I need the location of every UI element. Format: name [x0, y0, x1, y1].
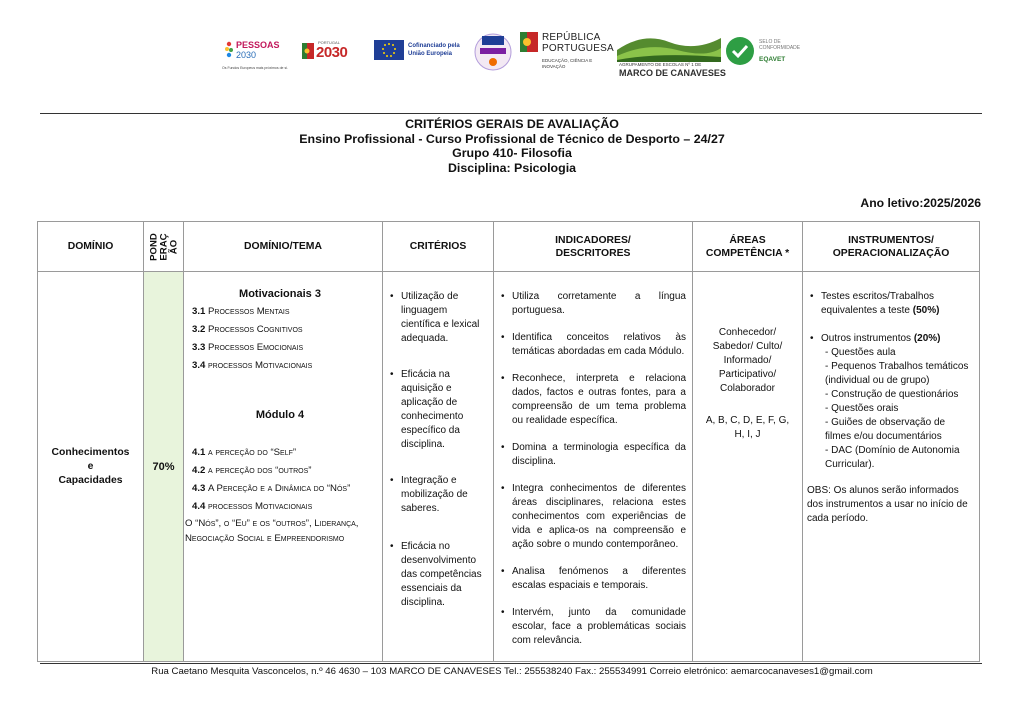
tema-heading-2: Módulo 4 — [255, 409, 305, 421]
hills-icon — [617, 30, 721, 62]
indicador-item: • Utiliza corretamente a língua portuguesa. — [498, 290, 686, 318]
col-tema: DOMÍNIO/TEMA — [184, 222, 383, 272]
pessoas-2030-logo — [222, 38, 286, 74]
col-instrumentos — [803, 222, 980, 272]
criterio-item: • Eficácia na aquisição e aplicação de conhecimento específico da disciplina. — [387, 368, 489, 452]
instrumento-subitem: - DAC (Domínio de Autonomia Curricular). — [825, 445, 960, 470]
instrumento-subitem: - Pequenos Trabalhos temáticos (individual ou de grupo) — [825, 361, 969, 386]
checkmark-seal-icon — [725, 36, 755, 66]
col-indicadores-line1: INDICADORES/ — [555, 234, 631, 246]
areas-list-1: A, B, C, D, E, F, G, — [705, 415, 790, 426]
document-title: CRITÉRIOS GERAIS DE AVALIAÇÃO — [405, 117, 619, 131]
indicador-item: • Intervém, junto da comunidade escolar, face a problemáticas sociais com relevância. — [498, 606, 686, 648]
instrumentos-obs: OBS: Os alunos serão informados dos instrumentos a usar no início de cada período. — [807, 485, 968, 524]
criterios-cell — [383, 272, 494, 662]
dominio-line1: Conhecimentos — [51, 446, 130, 458]
criterio-item: • Utilização de linguagem científica e lexical adequada. — [387, 290, 489, 346]
indicador-item: • Identifica conceitos relativos às temáticas abordadas em cada Módulo. — [498, 331, 686, 359]
col-dominio: DOMÍNIO — [38, 222, 144, 272]
col-instrumentos-line1: INSTRUMENTOS/ — [848, 234, 934, 246]
document-header — [0, 117, 1024, 175]
tema-extra-line1: O “Nós”, o “Eu” e os “outros”, Liderança, — [185, 518, 359, 529]
ponderacao-value: 70% — [152, 460, 175, 473]
school-year: Ano letivo:2025/2026 — [860, 196, 981, 210]
agrupamento-logo — [617, 30, 726, 78]
indicador-item: • Reconhece, interpreta e relaciona dados, factos e outras fontes, para a compreensão de um tema problema ou realidade específica. — [498, 372, 686, 428]
areas-cell — [693, 272, 803, 662]
indicador-item: • Integra conhecimentos de diferentes áreas disciplinares, relaciona estes conhecimentos com experiências de vida e aplica-os na compreensão e ação sobre o mundo contemporâneo. — [498, 482, 686, 552]
areas-profile-5: Colaborador — [719, 383, 776, 394]
col-areas-line2: COMPETÊNCIA * — [705, 247, 790, 259]
table-row — [38, 272, 980, 662]
col-areas — [693, 222, 803, 272]
instrumentos-cell — [803, 272, 980, 662]
col-ponderacao — [144, 222, 184, 272]
eqavet-label: SELO DE CONFORMIDADE — [759, 39, 801, 51]
tema-item: 4.4 processos Motivacionais — [192, 501, 313, 512]
indicadores-cell — [494, 272, 693, 662]
areas-list-2: H, I, J — [734, 429, 761, 440]
document-group: Grupo 410- Filosofia — [452, 146, 572, 160]
pessoas-mark-icon — [224, 41, 234, 59]
portugal-year: 2030 — [316, 44, 348, 61]
criterio-item: • Eficácia no desenvolvimento das competências essenciais da disciplina. — [387, 540, 489, 610]
instrumento-subitem: - Guiões de observação de filmes e/ou documentários — [825, 417, 946, 442]
republica-line2: PORTUGUESA — [542, 43, 614, 54]
instrumento-item: • Outros instrumentos (20%) — [807, 332, 973, 346]
tema-item: 3.4 processos Motivacionais — [192, 360, 313, 371]
tema-item: 3.1 Processos Mentais — [192, 306, 290, 317]
portugal-label: PORTUGAL — [318, 40, 340, 45]
pessoas-tagline: Os Fundos Europeus mais próximos de si. — [222, 66, 288, 70]
tema-cell — [184, 272, 383, 662]
eqavet-name: EQAVET — [759, 56, 786, 63]
col-criterios: CRITÉRIOS — [383, 222, 494, 272]
criterio-item: • Integração e mobilização de saberes. — [387, 474, 489, 516]
instrumento-subitem: - Questões aula — [825, 347, 896, 358]
agrupamento-name: MARCO DE CANAVESES — [619, 68, 726, 78]
republica-portuguesa-logo — [520, 32, 616, 76]
portugal-flag-icon — [302, 43, 314, 59]
agrupamento-label: AGRUPAMENTO DE ESCOLAS Nº 1 DE — [619, 62, 702, 67]
table-header-row — [38, 222, 980, 272]
tema-item: 4.1 a perceção do “Self” — [192, 447, 297, 458]
ponderacao-cell — [144, 272, 184, 662]
areas-profile-4: Participativo/ — [718, 369, 777, 380]
instrumento-subitem: - Questões orais — [825, 403, 899, 414]
col-areas-line1: ÁREAS — [729, 234, 766, 246]
col-ponderacao-line3: ÃO — [168, 239, 180, 254]
tema-item: 4.2 a perceção dos “outros” — [192, 465, 312, 476]
republica-line1: REPÚBLICA — [542, 32, 601, 43]
instrumento-item: • Testes escritos/Trabalhos equivalentes a teste (50%) — [807, 290, 973, 318]
pessoas-year: 2030 — [236, 50, 257, 60]
tema-item: 3.3 Processos Emocionais — [192, 342, 304, 353]
eu-flag-icon — [374, 40, 404, 60]
col-instrumentos-line2: OPERACIONALIZAÇÃO — [832, 247, 950, 259]
dominio-cell — [38, 272, 144, 662]
instrumento-subitem: - Construção de questionários — [825, 389, 959, 400]
republica-ministry: EDUCAÇÃO, CIÊNCIA E INOVAÇÃO — [542, 58, 593, 69]
criteria-table — [37, 221, 980, 662]
tema-item: 4.3 A Perceção e a Dinâmica do “Nós” — [192, 483, 351, 494]
eu-cofunded-logo — [374, 40, 472, 62]
dominio-line3: Capacidades — [58, 474, 123, 486]
republica-emblem-icon — [520, 32, 538, 52]
dominio-line2: e — [87, 460, 94, 472]
areas-profile-1: Conhecedor/ — [718, 327, 777, 338]
tema-extra-line2: Negociação Social e Empreendorismo — [185, 533, 345, 544]
col-indicadores — [494, 222, 693, 272]
estrategica-seal — [474, 30, 512, 74]
document-subject: Disciplina: Psicologia — [447, 160, 577, 175]
col-indicadores-line2: DESCRITORES — [555, 247, 631, 259]
col-ponderacao-line2: ERAÇ — [158, 232, 170, 261]
pessoas-title: PESSOAS — [236, 40, 280, 50]
indicador-item: • Analisa fenómenos a diferentes escalas espaciais e temporais. — [498, 565, 686, 593]
tema-item: 3.2 Processos Cognitivos — [192, 324, 303, 335]
eu-cofunded-text: Cofinanciado pela União Europeia — [408, 43, 460, 57]
header-rule — [40, 113, 982, 114]
estrategica-seal-icon — [474, 30, 512, 74]
portugal-2030-logo — [302, 40, 356, 66]
indicador-item: • Domina a terminologia específica da disciplina. — [498, 441, 686, 469]
tema-heading-1: Motivacionais 3 — [239, 288, 321, 300]
areas-profile-3: Informado/ — [723, 355, 772, 366]
eqavet-logo — [725, 36, 821, 68]
footer-rule — [40, 663, 982, 664]
areas-profile-2: Sabedor/ Culto/ — [712, 341, 783, 352]
document-subtitle: Ensino Profissional - Curso Profissional de Técnico de Desporto – 24/27 — [299, 131, 725, 146]
footer-address: Rua Caetano Mesquita Vasconcelos, n.º 46 4630 – 103 MARCO DE CANAVESES Tel.: 255538240 Fax.: 255534991 Correio eletrónico: aemarcocanaveses1@gmail.com — [151, 666, 873, 677]
logos-strip — [222, 28, 822, 80]
col-ponderacao-line1: POND — [148, 232, 160, 261]
